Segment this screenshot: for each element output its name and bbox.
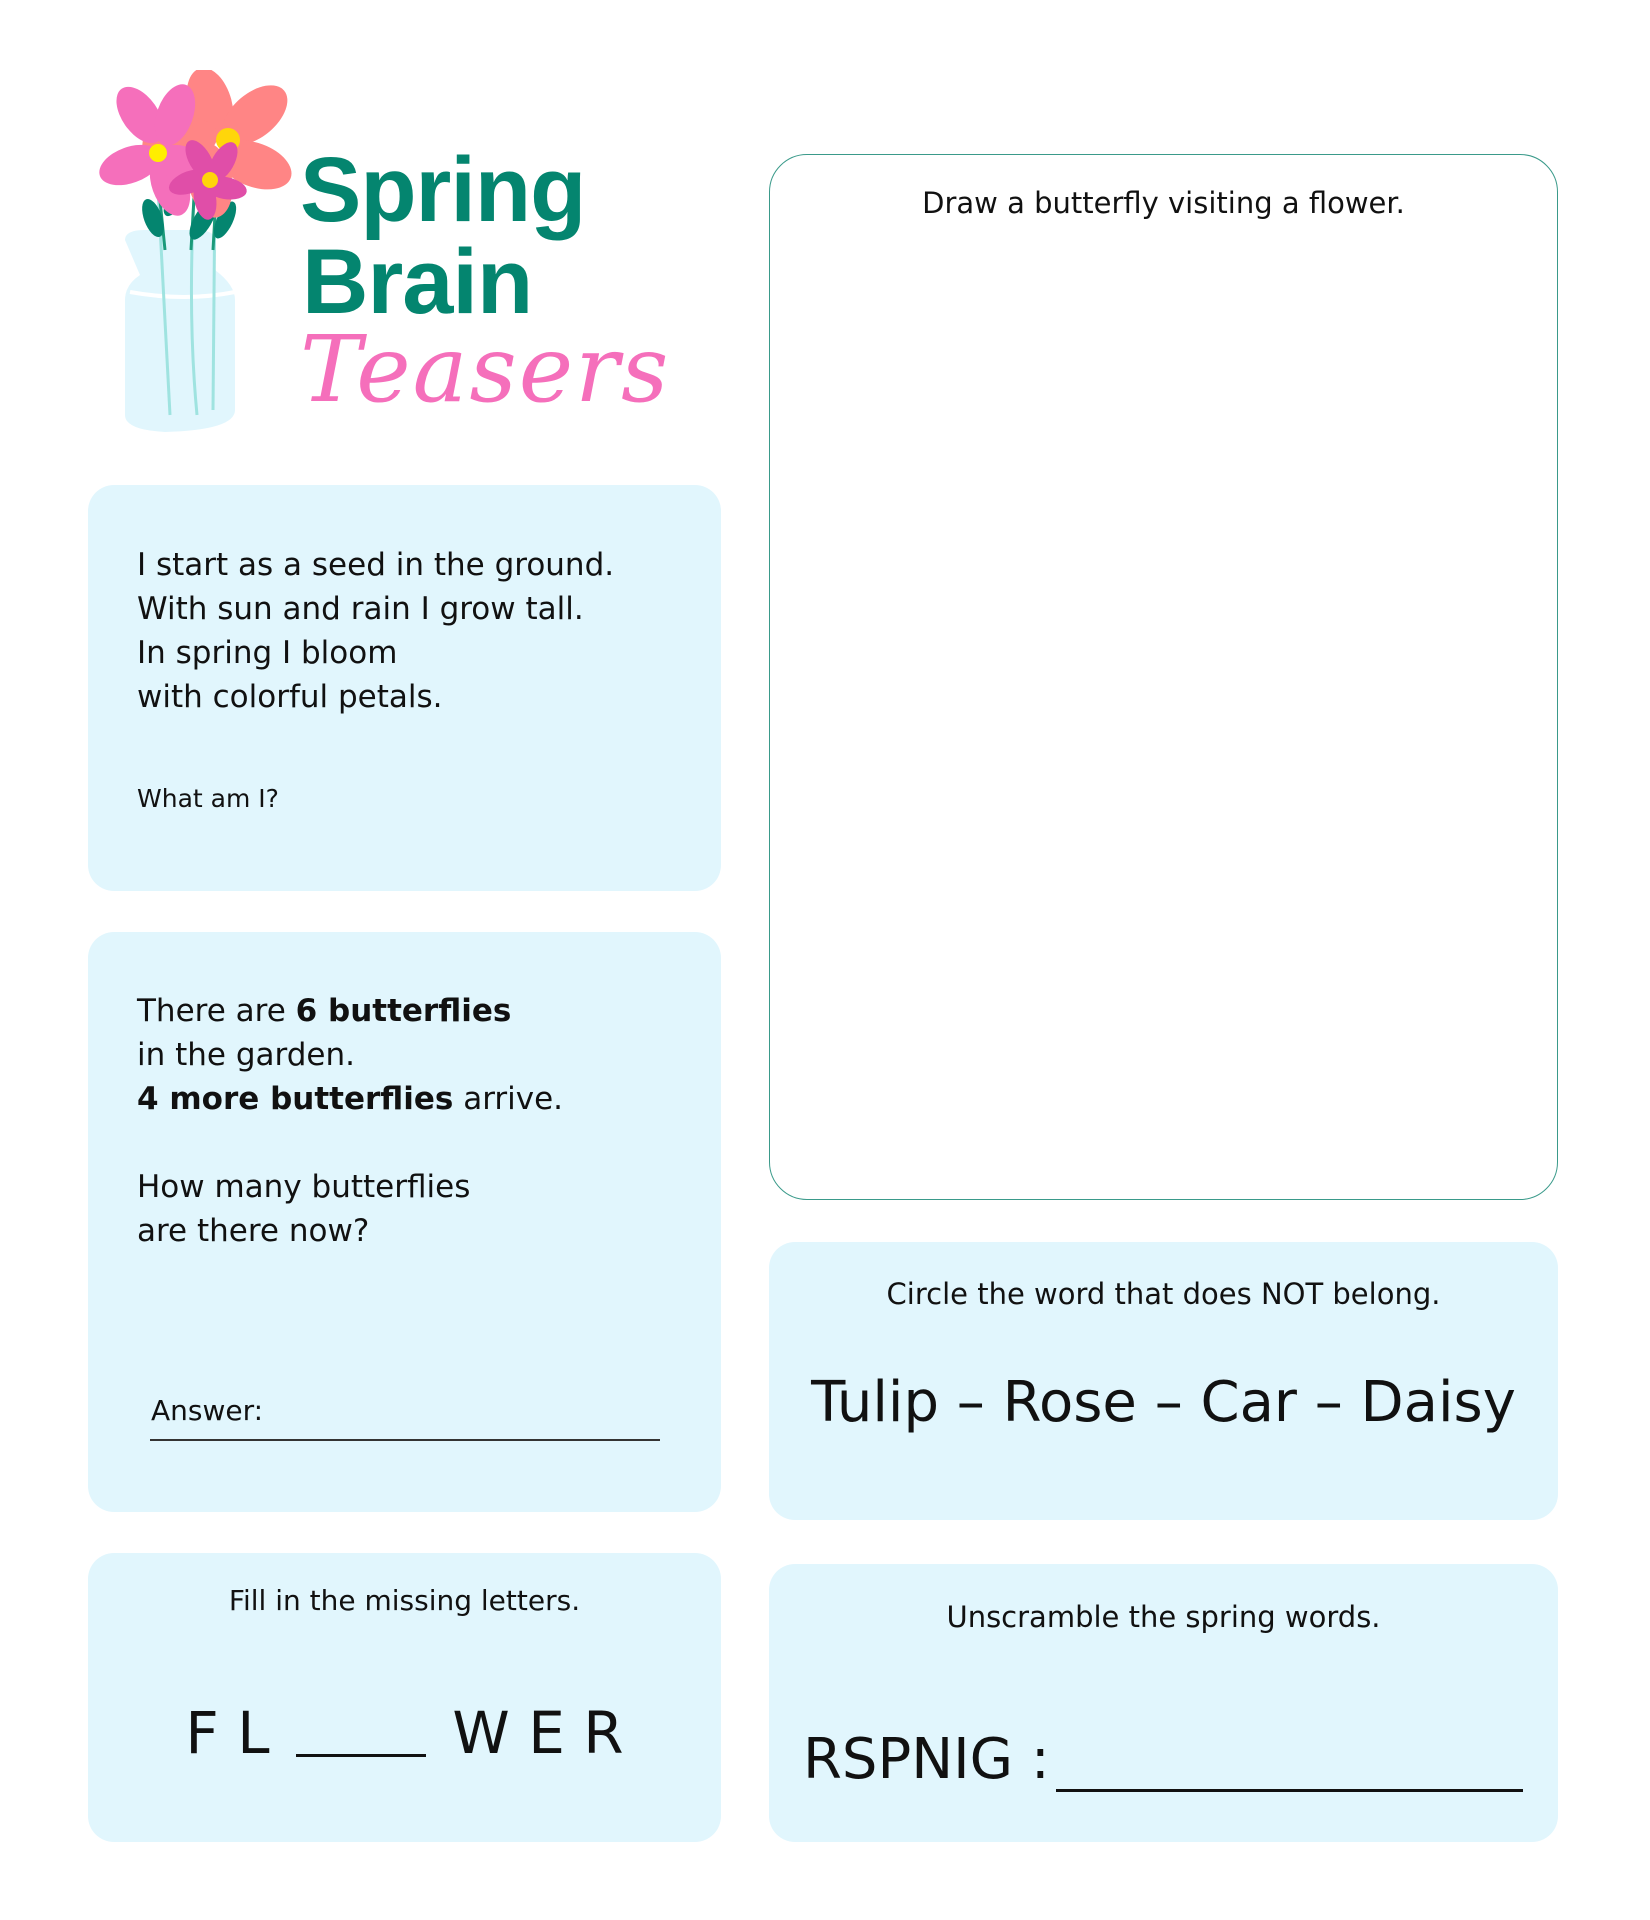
odd-one-out-words[interactable]: Tulip – Rose – Car – Daisy: [811, 1370, 1516, 1435]
unscramble-answer-line[interactable]: [1056, 1789, 1523, 1792]
math-bold-text: 6 butterflies: [295, 993, 512, 1029]
odd-one-out-card: [769, 1242, 1558, 1520]
drawing-area[interactable]: [769, 154, 1558, 1200]
math-question-1: How many butterflies: [137, 1169, 471, 1205]
math-line-2: in the garden.: [137, 1037, 355, 1073]
riddle-line: With sun and rain I grow tall.: [137, 591, 584, 627]
riddle-question: What am I?: [137, 784, 279, 813]
math-line-3: [137, 1077, 563, 1121]
flower-vase-illustration: [95, 70, 305, 440]
riddle-line: with colorful petals.: [137, 679, 443, 715]
missing-letters-puzzle: [88, 1698, 721, 1768]
riddle-card: [88, 485, 721, 891]
math-bold-text: 4 more butterflies: [137, 1081, 454, 1117]
math-text: There are: [137, 993, 296, 1029]
math-line-1: [137, 989, 511, 1033]
math-card: [88, 932, 721, 1512]
puzzle-end: W E R: [452, 1699, 624, 1767]
puzzle-start: F L: [185, 1699, 270, 1767]
math-text: arrive.: [453, 1081, 564, 1117]
title-spring: Spring: [300, 139, 586, 241]
missing-letters-instruction: Fill in the missing letters.: [228, 1584, 581, 1617]
answer-line[interactable]: [150, 1439, 660, 1441]
title-teasers: Teasers: [300, 316, 671, 423]
odd-one-out-instruction: Circle the word that does NOT belong.: [886, 1277, 1441, 1311]
title-brain: Brain: [302, 231, 533, 333]
answer-label: Answer:: [151, 1394, 264, 1427]
drawing-instruction: Draw a butterfly visiting a flower.: [922, 186, 1405, 220]
riddle-line: I start as a seed in the ground.: [137, 547, 615, 583]
scrambled-word: RSPNIG :: [803, 1727, 1050, 1792]
unscramble-card: [769, 1564, 1558, 1842]
math-question-2: are there now?: [137, 1213, 370, 1249]
missing-letters-card: [88, 1553, 721, 1842]
riddle-line: In spring I bloom: [137, 635, 398, 671]
unscramble-instruction: Unscramble the spring words.: [946, 1600, 1381, 1634]
missing-letters-blank[interactable]: [296, 1702, 426, 1757]
